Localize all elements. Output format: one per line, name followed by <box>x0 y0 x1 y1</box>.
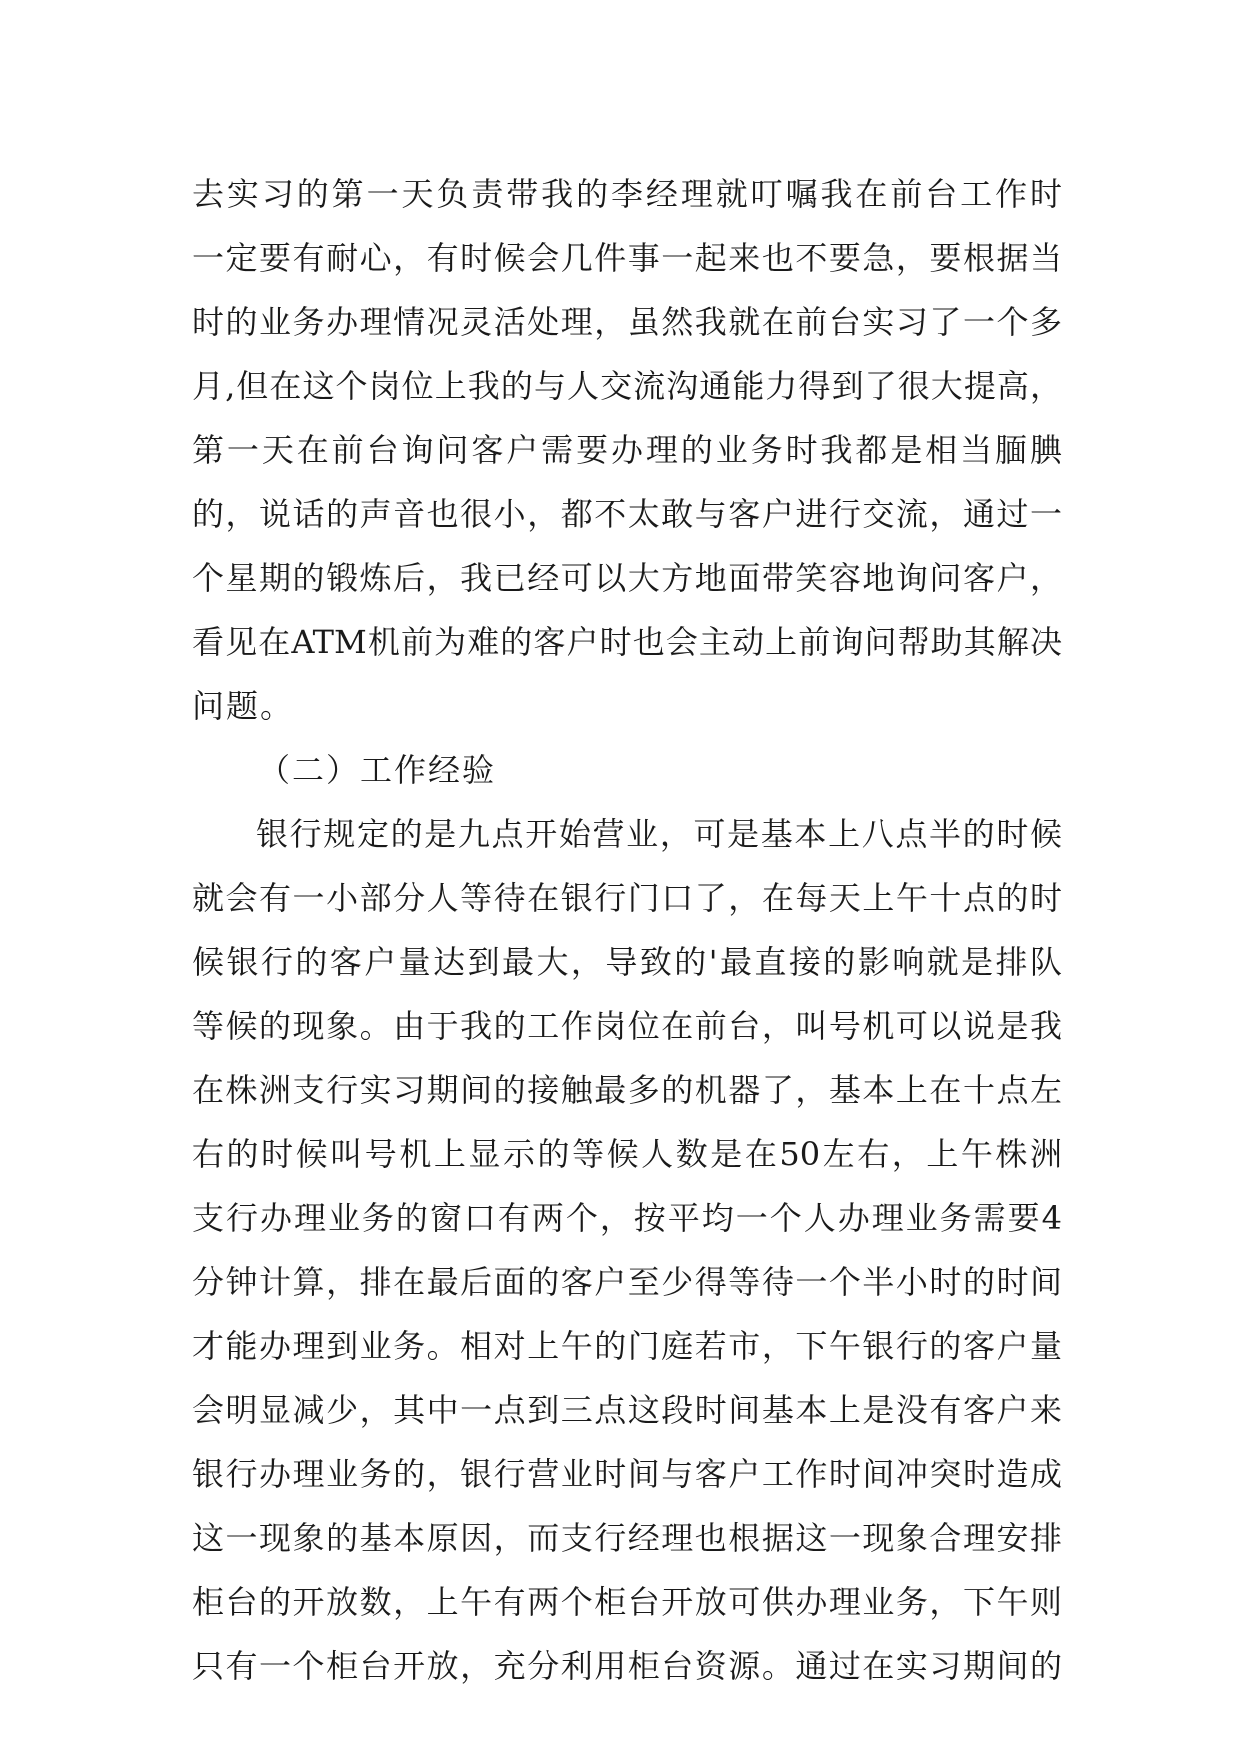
text-line: 这一现象的基本原因，而支行经理也根据这一现象合理安排 <box>192 1519 1062 1557</box>
text-line: 看见在ATM机前为难的客户时也会主动上前询问帮助其解决 <box>192 623 1062 661</box>
text-line: 候银行的客户量达到最大，导致的'最直接的影响就是排队 <box>192 943 1062 981</box>
text-line: 去实习的第一天负责带我的李经理就叮嘱我在前台工作时 <box>192 175 1062 213</box>
text-line: 才能办理到业务。相对上午的门庭若市，下午银行的客户量 <box>192 1327 1062 1365</box>
text-line: 在株洲支行实习期间的接触最多的机器了，基本上在十点左 <box>192 1071 1062 1109</box>
text-line: 右的时候叫号机上显示的等候人数是在50左右，上午株洲 <box>192 1135 1062 1173</box>
text-line: 月,但在这个岗位上我的与人交流沟通能力得到了很大提高， <box>192 367 1062 405</box>
text-line: 分钟计算，排在最后面的客户至少得等待一个半小时的时间 <box>192 1263 1062 1301</box>
text-line: 就会有一小部分人等待在银行门口了，在每天上午十点的时 <box>192 879 1062 917</box>
text-line: 个星期的锻炼后，我已经可以大方地面带笑容地询问客户， <box>192 559 1062 597</box>
text-line: 只有一个柜台开放，充分利用柜台资源。通过在实习期间的 <box>192 1647 1062 1685</box>
text-line: 银行办理业务的，银行营业时间与客户工作时间冲突时造成 <box>192 1455 1062 1493</box>
section-heading: （二）工作经验 <box>258 751 497 789</box>
text-line: 柜台的开放数，上午有两个柜台开放可供办理业务，下午则 <box>192 1583 1062 1621</box>
paragraph-2 <box>192 802 1062 1698</box>
text-line: 第一天在前台询问客户需要办理的业务时我都是相当腼腆 <box>192 431 1062 469</box>
text-line: 一定要有耐心，有时候会几件事一起来也不要急，要根据当 <box>192 239 1062 277</box>
paragraph-1 <box>192 162 1062 738</box>
text-line: 的，说话的声音也很小，都不太敢与客户进行交流，通过一 <box>192 495 1062 533</box>
text-line: 时的业务办理情况灵活处理，虽然我就在前台实习了一个多 <box>192 303 1062 341</box>
text-line: 银行规定的是九点开始营业，可是基本上八点半的时候 <box>256 815 1062 853</box>
text-line: 等候的现象。由于我的工作岗位在前台，叫号机可以说是我 <box>192 1007 1062 1045</box>
text-line: 支行办理业务的窗口有两个，按平均一个人办理业务需要4 <box>192 1199 1062 1237</box>
text-line: 问题。 <box>192 687 295 725</box>
body-text <box>192 162 1062 1698</box>
text-line: 会明显减少，其中一点到三点这段时间基本上是没有客户来 <box>192 1391 1062 1429</box>
